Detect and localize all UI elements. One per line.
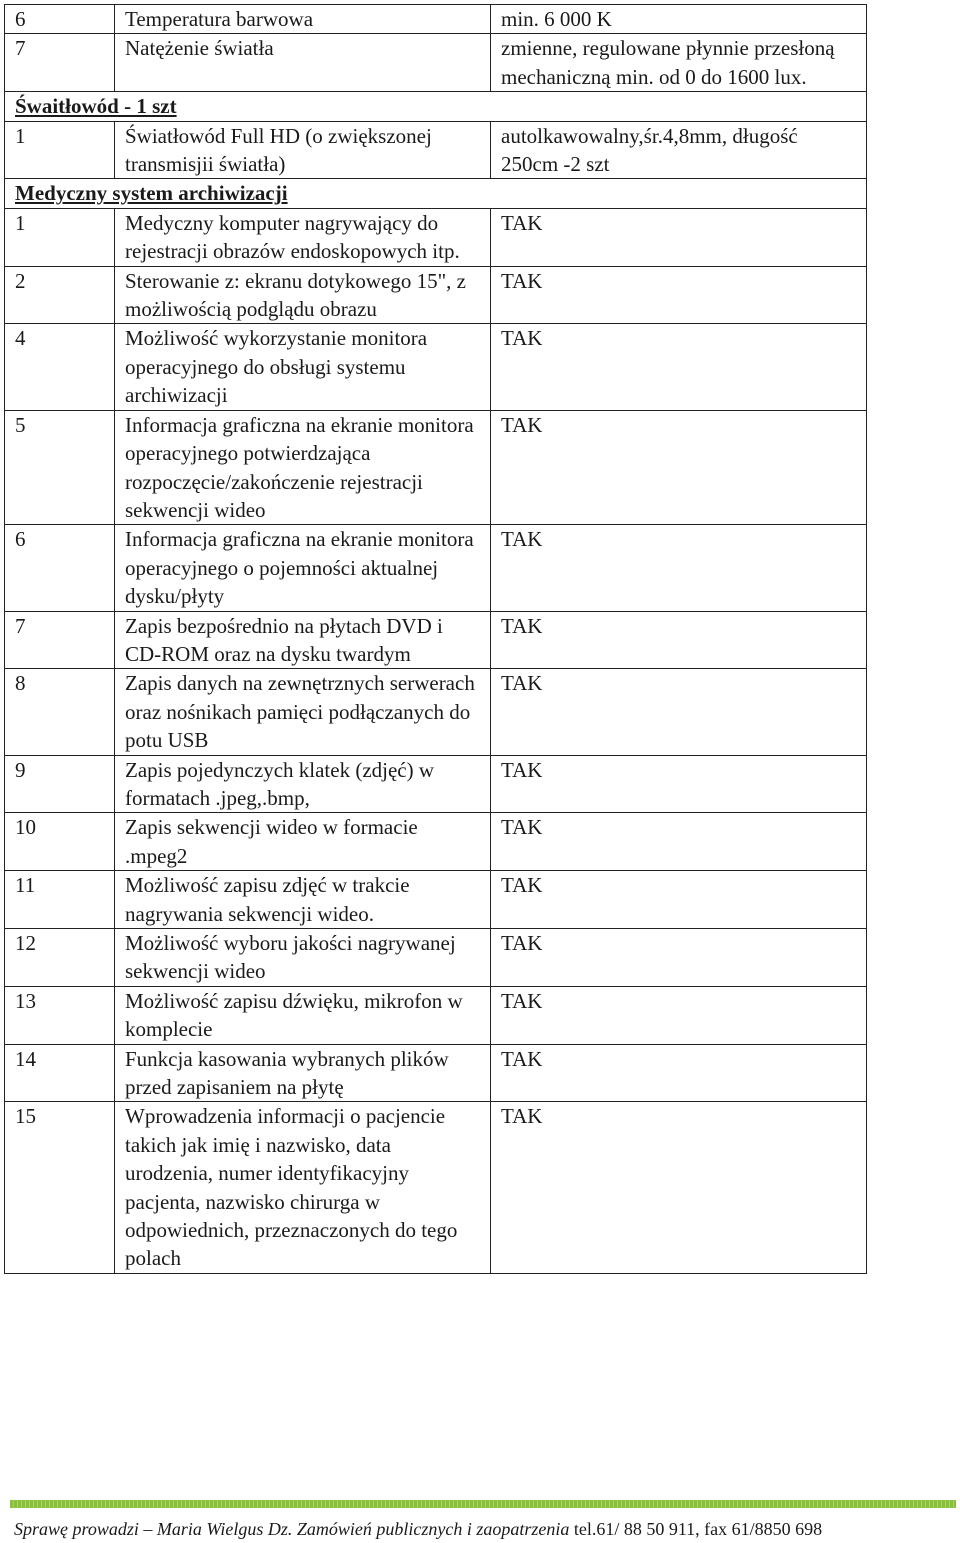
row-parameter: Możliwość wyboru jakości nagrywanej sekwencji wideo [115, 929, 491, 987]
row-parameter: Możliwość zapisu zdjęć w trakcie nagrywania sekwencji wideo. [115, 871, 491, 929]
row-number: 7 [5, 611, 115, 669]
row-number: 5 [5, 410, 115, 525]
table-row [5, 669, 867, 755]
row-parameter: Zapis bezpośrednio na płytach DVD i CD-ROM oraz na dysku twardym [115, 611, 491, 669]
footer [14, 1516, 954, 1542]
section-title: Śwaitłowód - 1 szt [5, 92, 867, 121]
row-parameter: Światłowód Full HD (o zwiększonej transmisjii światła) [115, 121, 491, 179]
row-value: TAK [491, 208, 867, 266]
section-title: Medyczny system archiwizacji [5, 179, 867, 208]
row-number: 14 [5, 1044, 115, 1102]
row-number: 7 [5, 34, 115, 92]
specification-table [4, 4, 867, 1274]
row-parameter: Funkcja kasowania wybranych plików przed zapisaniem na płytę [115, 1044, 491, 1102]
row-number: 10 [5, 813, 115, 871]
row-value: TAK [491, 986, 867, 1044]
table-row [5, 121, 867, 179]
row-value: TAK [491, 929, 867, 987]
table-row [5, 929, 867, 987]
specification-rows [5, 5, 867, 1274]
row-number: 8 [5, 669, 115, 755]
row-number: 11 [5, 871, 115, 929]
section-row [5, 179, 867, 208]
row-number: 4 [5, 324, 115, 410]
row-value: TAK [491, 871, 867, 929]
row-value: TAK [491, 410, 867, 525]
row-value: TAK [491, 611, 867, 669]
row-parameter: Zapis sekwencji wideo w formacie .mpeg2 [115, 813, 491, 871]
table-row [5, 986, 867, 1044]
footer-contact-person: Sprawę prowadzi – Maria Wielgus Dz. Zamówień publicznych i zaopatrzenia [14, 1519, 570, 1539]
table-row [5, 525, 867, 611]
row-value: TAK [491, 1102, 867, 1273]
table-row [5, 871, 867, 929]
row-number: 6 [5, 5, 115, 34]
row-parameter: Zapis danych na zewnętrznych serwerach oraz nośnikach pamięci podłączanych do potu USB [115, 669, 491, 755]
table-row [5, 324, 867, 410]
row-value: TAK [491, 1044, 867, 1102]
row-number: 9 [5, 755, 115, 813]
row-parameter: Temperatura barwowa [115, 5, 491, 34]
table-row [5, 266, 867, 324]
row-number: 2 [5, 266, 115, 324]
table-row [5, 410, 867, 525]
row-value: TAK [491, 266, 867, 324]
row-number: 12 [5, 929, 115, 987]
row-value: TAK [491, 324, 867, 410]
footer-divider [10, 1500, 956, 1508]
row-value: min. 6 000 K [491, 5, 867, 34]
table-row [5, 611, 867, 669]
row-parameter: Sterowanie z: ekranu dotykowego 15", z możliwością podglądu obrazu [115, 266, 491, 324]
table-row [5, 208, 867, 266]
row-value: TAK [491, 669, 867, 755]
table-row [5, 1102, 867, 1273]
table-row [5, 34, 867, 92]
row-parameter: Zapis pojedynczych klatek (zdjęć) w formatach .jpeg,.bmp, [115, 755, 491, 813]
table-row [5, 755, 867, 813]
row-parameter: Wprowadzenia informacji o pacjencie takich jak imię i nazwisko, data urodzenia, numer identyfikacyjny pacjenta, nazwisko chirurga w odpowiednich, przeznaczonych do tego polach [115, 1102, 491, 1273]
row-number: 1 [5, 208, 115, 266]
row-value: TAK [491, 755, 867, 813]
row-parameter: Informacja graficzna na ekranie monitora operacyjnego o pojemności aktualnej dysku/płyty [115, 525, 491, 611]
row-value: TAK [491, 525, 867, 611]
row-parameter: Możliwość wykorzystanie monitora operacyjnego do obsługi systemu archiwizacji [115, 324, 491, 410]
row-parameter: Medyczny komputer nagrywający do rejestracji obrazów endoskopowych itp. [115, 208, 491, 266]
row-number: 1 [5, 121, 115, 179]
table-row [5, 1044, 867, 1102]
footer-phone-fax: tel.61/ 88 50 911, fax 61/8850 698 [573, 1519, 823, 1539]
row-parameter: Informacja graficzna na ekranie monitora operacyjnego potwierdzająca rozpoczęcie/zakończenie rejestracji sekwencji wideo [115, 410, 491, 525]
row-parameter: Natężenie światła [115, 34, 491, 92]
table-row [5, 5, 867, 34]
row-value: zmienne, regulowane płynnie przesłoną mechaniczną min. od 0 do 1600 lux. [491, 34, 867, 92]
row-parameter: Możliwość zapisu dźwięku, mikrofon w komplecie [115, 986, 491, 1044]
row-value: TAK [491, 813, 867, 871]
table-row [5, 813, 867, 871]
row-value: autolkawowalny,śr.4,8mm, długość 250cm -2 szt [491, 121, 867, 179]
row-number: 15 [5, 1102, 115, 1273]
row-number: 13 [5, 986, 115, 1044]
section-row [5, 92, 867, 121]
row-number: 6 [5, 525, 115, 611]
